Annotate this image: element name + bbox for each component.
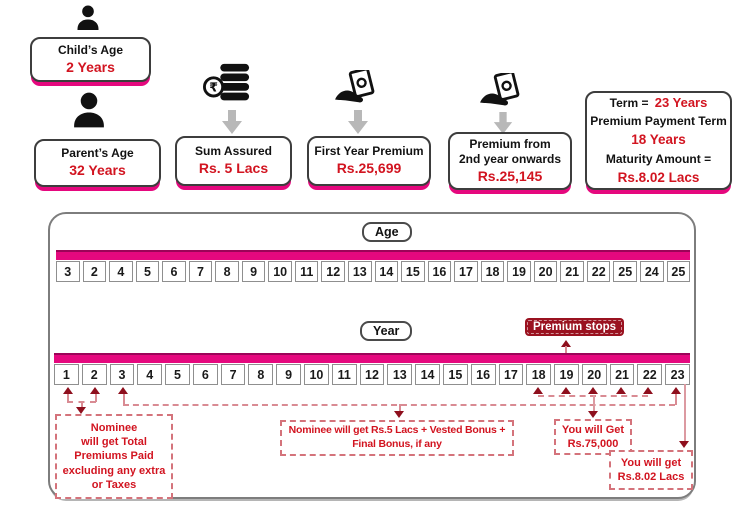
age-cell: 9 — [242, 261, 266, 282]
first-year-premium-label: First Year Premium — [314, 144, 424, 159]
maturity-amount-value: Rs.8.02 Lacs — [617, 170, 700, 186]
up-arrow-year-23 — [671, 387, 681, 394]
age-cell: 22 — [587, 261, 611, 282]
year-cell: 8 — [248, 364, 273, 385]
premium-2nd-year-label-line1: Premium from — [469, 136, 551, 151]
year-cell: 2 — [82, 364, 107, 385]
year-pill: Year — [360, 321, 412, 341]
year-cell: 15 — [443, 364, 468, 385]
note-line: excluding any extra — [62, 464, 166, 477]
year-cell: 17 — [499, 364, 524, 385]
child-age-card — [30, 37, 151, 82]
age-cell: 19 — [507, 261, 531, 282]
person-icon — [69, 91, 109, 134]
year-cell: 10 — [304, 364, 329, 385]
age-cell: 21 — [560, 261, 584, 282]
age-cells-row — [56, 261, 690, 282]
age-cell: 25 — [613, 261, 637, 282]
note-line: Rs.75,000 — [567, 438, 619, 450]
up-arrow-year-22 — [643, 387, 653, 394]
age-cell: 12 — [321, 261, 345, 282]
down-arrow-802-box — [679, 441, 689, 448]
age-cell: 3 — [56, 261, 80, 282]
note-line: will get Total — [81, 436, 147, 449]
year-cell: 13 — [387, 364, 412, 385]
age-cell: 4 — [109, 261, 133, 282]
up-arrow-year-19 — [561, 387, 571, 394]
child-age-value: 2 Years — [66, 58, 115, 75]
year-cell: 11 — [332, 364, 357, 385]
down-block-arrow-icon — [493, 112, 513, 134]
up-arrow-year-1 — [63, 387, 73, 394]
down-arrow-bonus-box — [394, 411, 404, 418]
timeline-board — [48, 212, 696, 499]
age-cell: 7 — [189, 261, 213, 282]
sum-assured-value: Rs. 5 Lacs — [198, 160, 269, 177]
down-arrow-nominee-box — [76, 407, 86, 414]
connector-stem-year-23 — [675, 394, 677, 405]
year-cell: 12 — [360, 364, 385, 385]
premium-payment-term-value: 18 Years — [631, 132, 686, 147]
parent-age-card — [34, 139, 161, 187]
note-line: Premiums Paid — [74, 450, 154, 463]
year-cell: 6 — [193, 364, 218, 385]
note-line: Nominee will get Rs.5 Lacs + Vested Bonus + — [288, 424, 506, 437]
year-cell: 4 — [137, 364, 162, 385]
age-pill: Age — [362, 222, 412, 242]
hand-money-icon — [478, 73, 522, 111]
year-cells-row — [54, 364, 690, 385]
note-line: You will Get — [561, 423, 625, 436]
note-line: Nominee — [90, 421, 138, 434]
down-block-arrow-icon — [348, 110, 368, 134]
svg-text:₹: ₹ — [209, 80, 218, 95]
nominee-total-premiums-note — [55, 414, 173, 499]
parent-age-label: Parent’s Age — [61, 146, 134, 161]
term-label: Term = — [609, 95, 649, 110]
year-cell: 22 — [637, 364, 662, 385]
sum-assured-card — [175, 136, 292, 186]
year-cell: 7 — [221, 364, 246, 385]
maturity-amount-label: Maturity Amount = — [605, 152, 712, 167]
premium-2nd-year-value: Rs.25,145 — [477, 167, 543, 184]
year-cell: 5 — [165, 364, 190, 385]
up-arrow-year-21 — [616, 387, 626, 394]
you-will-get-802-note — [609, 450, 693, 490]
term-value: 23 Years — [654, 94, 708, 110]
up-arrow-year-18 — [533, 387, 543, 394]
age-cell: 24 — [640, 261, 664, 282]
up-arrow-year-20 — [588, 387, 598, 394]
premium-stops-badge: Premium stops — [525, 318, 624, 336]
age-cell: 13 — [348, 261, 372, 282]
year-cell: 1 — [54, 364, 79, 385]
year-cell: 19 — [554, 364, 579, 385]
nominee-bonus-note — [280, 420, 514, 456]
age-cell: 15 — [401, 261, 425, 282]
age-cell: 11 — [295, 261, 319, 282]
child-age-label: Child’s Age — [57, 42, 124, 57]
year-cell: 3 — [110, 364, 135, 385]
age-bar — [56, 250, 690, 260]
connector-drop-75k — [593, 395, 595, 412]
parent-age-value: 32 Years — [69, 162, 126, 179]
premium-payment-term-label: Premium Payment Term — [590, 114, 727, 128]
year-bar — [54, 353, 690, 363]
up-arrow-year-3 — [118, 387, 128, 394]
note-line: You will get — [620, 456, 682, 469]
hand-money-icon — [333, 70, 377, 108]
premium-2nd-year-card — [448, 132, 572, 190]
age-cell: 16 — [428, 261, 452, 282]
age-cell: 17 — [454, 261, 478, 282]
age-cell: 2 — [83, 261, 107, 282]
year-cell: 20 — [582, 364, 607, 385]
age-cell: 20 — [534, 261, 558, 282]
year-cell: 18 — [526, 364, 551, 385]
first-year-premium-card — [307, 136, 431, 186]
age-cell: 25 — [667, 261, 691, 282]
note-line: Rs.8.02 Lacs — [617, 471, 685, 483]
year-cell: 21 — [610, 364, 635, 385]
year-cell: 23 — [665, 364, 690, 385]
term-card — [585, 91, 732, 190]
year-cell: 16 — [471, 364, 496, 385]
term-line-1 — [610, 93, 708, 113]
note-line: Final Bonus, if any — [352, 438, 442, 450]
down-arrow-75k-box — [588, 411, 598, 418]
note-line: or Taxes — [91, 478, 137, 491]
rupee-coins-icon — [203, 62, 251, 106]
year-cell: 9 — [276, 364, 301, 385]
age-cell: 6 — [162, 261, 186, 282]
age-cell: 8 — [215, 261, 239, 282]
premium-2nd-year-label-line2: 2nd year onwards — [458, 151, 562, 166]
connector-drop-802 — [684, 384, 686, 442]
up-arrow-year-2 — [90, 387, 100, 394]
age-cell: 10 — [268, 261, 292, 282]
person-icon — [74, 4, 102, 35]
sum-assured-label: Sum Assured — [195, 144, 272, 159]
age-cell: 14 — [375, 261, 399, 282]
first-year-premium-value: Rs.25,699 — [336, 160, 402, 177]
age-cell: 5 — [136, 261, 160, 282]
year-cell: 14 — [415, 364, 440, 385]
age-cell: 18 — [481, 261, 505, 282]
down-block-arrow-icon — [222, 110, 242, 134]
